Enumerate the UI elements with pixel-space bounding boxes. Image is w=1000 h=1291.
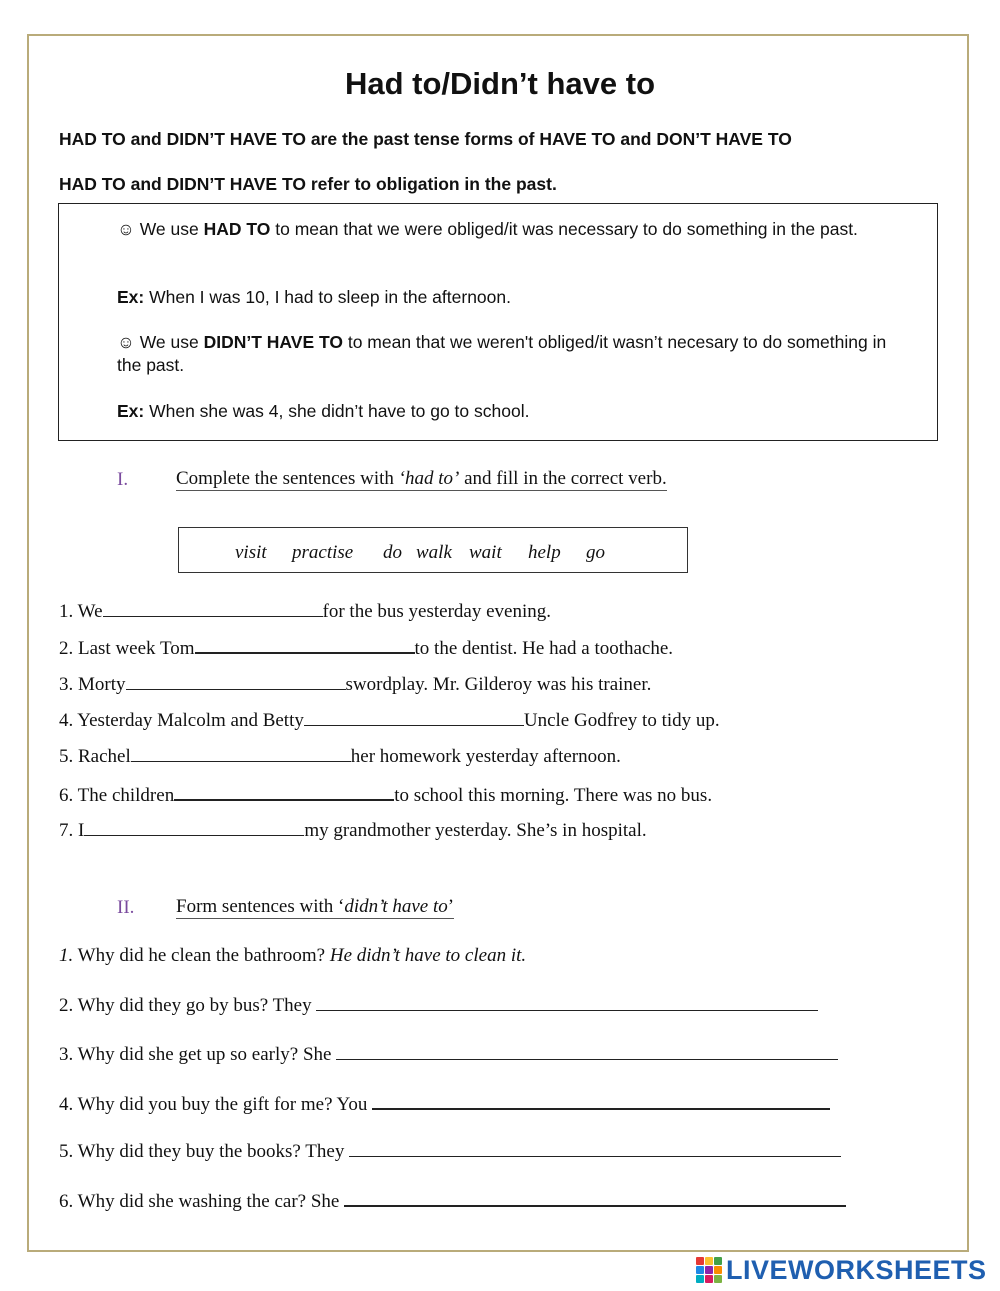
word-do: do — [383, 542, 402, 563]
logo-text: LIVEWORKSHEETS — [726, 1254, 987, 1285]
word-help: help — [528, 542, 561, 563]
answer-line-2[interactable] — [316, 994, 818, 1011]
word-bank — [178, 527, 688, 573]
word-wait: wait — [469, 542, 502, 563]
answer-blank-2[interactable] — [195, 636, 415, 654]
intro-line-1: HAD TO and DIDN’T HAVE TO are the past tense forms of HAVE TO and DON’T HAVE TO — [59, 129, 792, 149]
example-had-to: Ex: When I was 10, I had to sleep in the afternoon. — [117, 287, 511, 307]
logo-block — [696, 1257, 704, 1265]
rule-didnt-have-to: ☺ We use DIDN’T HAVE TO to mean that we weren't obliged/it wasn’t necesary to do something in the past. — [117, 332, 887, 375]
question-6: 6. Why did she washing the car? She — [59, 1189, 846, 1213]
question-2: 2. Why did they go by bus? They — [59, 994, 818, 1017]
word-visit: visit — [235, 542, 267, 563]
sentence-3: 3. Morty swordplay. Mr. Gilderoy was his trainer. — [59, 674, 652, 695]
answer-line-6[interactable] — [344, 1189, 846, 1207]
sentence-4: 4. Yesterday Malcolm and Betty Uncle Godfrey to tidy up. — [59, 710, 720, 731]
word-walk: walk — [416, 542, 452, 563]
logo-block — [714, 1275, 722, 1283]
sentence-6: 6. The children to school this morning. There was no bus. — [59, 785, 713, 806]
example-didnt-have-to: Ex: When she was 4, she didn’t have to go to school. — [117, 401, 530, 421]
intro-line-2: HAD TO and DIDN’T HAVE TO refer to obligation in the past. — [59, 174, 557, 194]
word-go: go — [586, 542, 605, 563]
rule-had-to: ☺ We use HAD TO to mean that we were obliged/it was necessary to do something in the past. — [117, 219, 858, 239]
page-title: Had to/Didn’t have to — [345, 66, 655, 101]
logo-block — [696, 1266, 704, 1274]
sentence-2: 2. Last week Tom to the dentist. He had a toothache. — [59, 638, 674, 659]
section-2-instruction: Form sentences with ‘didn’t have to’ — [176, 896, 455, 917]
answer-blank-3[interactable] — [126, 673, 346, 690]
rule-box — [58, 203, 938, 441]
liveworksheets-logo[interactable] — [696, 1255, 987, 1285]
section-1-number: I. — [117, 469, 129, 490]
logo-block — [714, 1257, 722, 1265]
logo-block — [705, 1257, 713, 1265]
answer-blank-4[interactable] — [304, 709, 524, 726]
logo-block — [705, 1266, 713, 1274]
logo-blocks-icon — [696, 1257, 722, 1283]
answer-line-3[interactable] — [336, 1043, 838, 1060]
sentence-5: 5. Rachel her homework yesterday afternoon. — [59, 746, 621, 767]
example-sentence: 1. Why did he clean the bathroom? He didn’t have to clean it. — [59, 945, 527, 966]
question-3: 3. Why did she get up so early? She — [59, 1043, 838, 1066]
sentence-1: 1. We for the bus yesterday evening. — [59, 601, 551, 622]
question-5: 5. Why did they buy the books? They — [59, 1140, 841, 1163]
section-1-instruction: Complete the sentences with ‘had to’ and fill in the correct verb. — [176, 468, 667, 489]
answer-blank-5[interactable] — [131, 745, 351, 762]
answer-blank-1[interactable] — [103, 600, 323, 617]
question-4: 4. Why did you buy the gift for me? You — [59, 1092, 830, 1116]
word-practise: practise — [292, 542, 354, 563]
answer-line-5[interactable] — [349, 1140, 841, 1157]
section-2-number: II. — [117, 897, 135, 918]
sentence-7: 7. I my grandmother yesterday. She’s in hospital. — [59, 820, 647, 841]
logo-block — [714, 1266, 722, 1274]
answer-blank-7[interactable] — [84, 819, 304, 836]
answer-line-4[interactable] — [372, 1092, 830, 1110]
answer-blank-6[interactable] — [174, 783, 394, 801]
logo-block — [696, 1275, 704, 1283]
logo-block — [705, 1275, 713, 1283]
